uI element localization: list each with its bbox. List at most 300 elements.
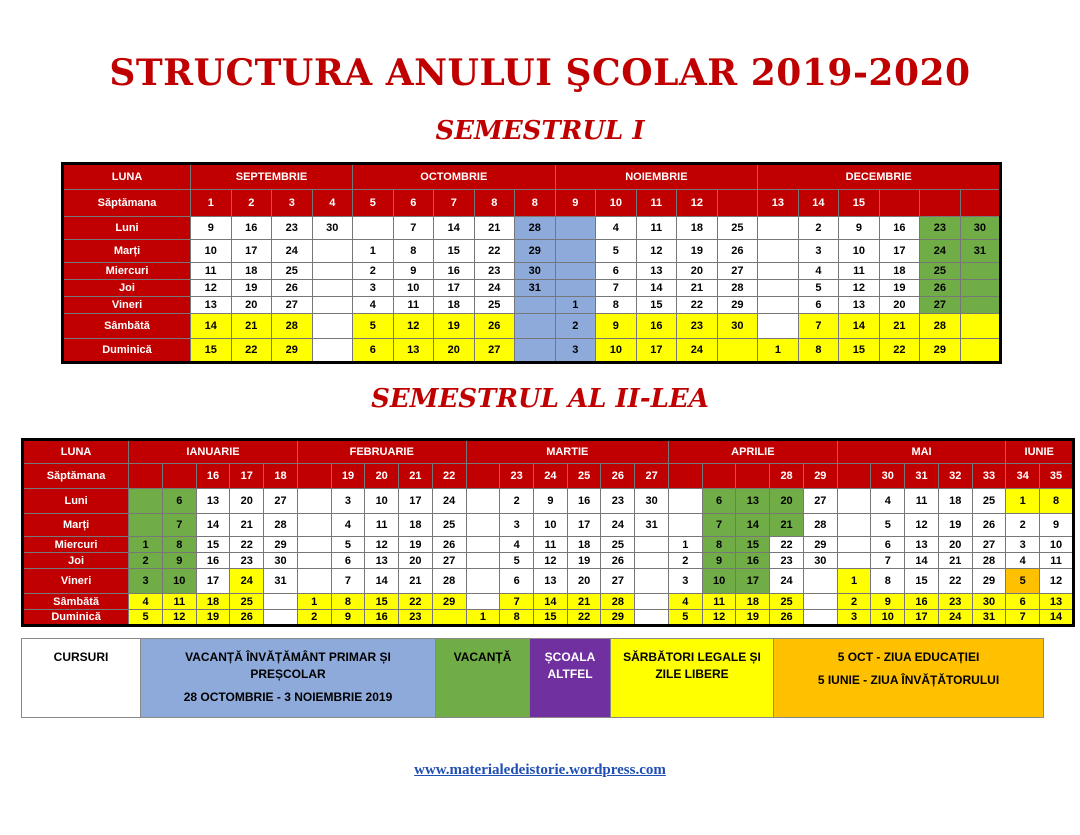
day-cell: 13	[534, 569, 568, 594]
day-cell: 13	[1040, 594, 1074, 610]
day-cell: 10	[393, 280, 434, 297]
week-number: 24	[534, 464, 568, 489]
week-number: 3	[272, 190, 313, 217]
day-cell	[264, 610, 298, 626]
day-cell: 5	[353, 314, 394, 339]
day-cell: 13	[736, 489, 770, 514]
day-cell: 9	[162, 553, 196, 569]
day-cell: 3	[129, 569, 163, 594]
week-number: 31	[905, 464, 939, 489]
day-cell: 2	[129, 553, 163, 569]
day-cell: 16	[879, 217, 920, 240]
month-header: DECEMBRIE	[758, 164, 1001, 190]
day-cell: 10	[839, 240, 880, 263]
day-cell: 19	[677, 240, 718, 263]
day-cell: 14	[534, 594, 568, 610]
day-cell	[803, 610, 837, 626]
week-number	[297, 464, 331, 489]
day-cell: 20	[938, 537, 972, 553]
day-cell: 20	[770, 489, 804, 514]
week-number: 8	[515, 190, 556, 217]
day-cell	[297, 537, 331, 553]
day-cell: 16	[434, 263, 475, 280]
day-cell: 29	[515, 240, 556, 263]
day-cell	[466, 569, 500, 594]
day-cell: 23	[601, 489, 635, 514]
day-cell: 24	[272, 240, 313, 263]
week-number: 35	[1040, 464, 1074, 489]
day-cell: 9	[191, 217, 232, 240]
day-cell: 14	[636, 280, 677, 297]
legend	[21, 638, 1044, 718]
day-cell: 19	[196, 610, 230, 626]
day-cell: 24	[677, 339, 718, 363]
day-cell	[312, 280, 353, 297]
week-number: 7	[434, 190, 475, 217]
day-cell: 4	[353, 297, 394, 314]
day-cell	[555, 280, 596, 297]
day-cell: 23	[938, 594, 972, 610]
day-cell	[312, 240, 353, 263]
day-cell: 29	[264, 537, 298, 553]
day-cell: 16	[365, 610, 399, 626]
day-cell	[758, 217, 799, 240]
day-cell: 11	[534, 537, 568, 553]
day-cell: 28	[972, 553, 1006, 569]
day-cell: 4	[798, 263, 839, 280]
day-cell: 27	[803, 489, 837, 514]
day-cell: 11	[636, 217, 677, 240]
day-cell: 26	[601, 553, 635, 569]
day-cell	[635, 537, 669, 553]
month-header: IUNIE	[1006, 440, 1074, 464]
week-number: 30	[871, 464, 905, 489]
legend-primary-vacation	[141, 639, 436, 718]
legend-primary-vacation-dates: 28 OCTOMBRIE - 3 NOIEMBRIE 2019	[183, 690, 393, 704]
legend-scoala-altfel	[530, 639, 611, 718]
day-cell: 14	[365, 569, 399, 594]
week-number: 34	[1006, 464, 1040, 489]
day-cell: 19	[567, 553, 601, 569]
day-cell: 14	[1040, 610, 1074, 626]
week-number: 20	[365, 464, 399, 489]
day-cell: 25	[972, 489, 1006, 514]
day-cell	[297, 553, 331, 569]
week-number: 11	[636, 190, 677, 217]
day-cell: 27	[264, 489, 298, 514]
day-cell: 25	[717, 217, 758, 240]
day-cell: 16	[736, 553, 770, 569]
day-cell: 24	[920, 240, 961, 263]
week-number: 21	[399, 464, 433, 489]
day-cell: 6	[596, 263, 637, 280]
footer-link[interactable]: www.materialedeistorie.wordpress.com	[414, 762, 666, 778]
day-cell	[758, 297, 799, 314]
day-label: Duminică	[63, 339, 191, 363]
day-cell: 7	[500, 594, 534, 610]
day-label: Vineri	[63, 297, 191, 314]
day-cell: 26	[272, 280, 313, 297]
day-cell: 25	[272, 263, 313, 280]
day-cell: 3	[837, 610, 871, 626]
day-cell	[717, 339, 758, 363]
month-header: OCTOMBRIE	[353, 164, 556, 190]
day-cell: 7	[393, 217, 434, 240]
day-cell	[669, 489, 703, 514]
day-cell: 19	[231, 280, 272, 297]
day-cell: 31	[515, 280, 556, 297]
day-cell: 2	[297, 610, 331, 626]
day-cell: 12	[191, 280, 232, 297]
day-cell: 15	[434, 240, 475, 263]
day-cell: 12	[393, 314, 434, 339]
day-cell	[312, 314, 353, 339]
day-cell: 3	[555, 339, 596, 363]
day-label: Vineri	[23, 569, 129, 594]
day-cell: 16	[567, 489, 601, 514]
week-number	[129, 464, 163, 489]
day-cell: 2	[353, 263, 394, 280]
day-cell: 30	[515, 263, 556, 280]
day-cell: 12	[162, 610, 196, 626]
legend-holidays	[611, 639, 774, 718]
day-cell	[758, 280, 799, 297]
week-number: 12	[677, 190, 718, 217]
day-cell: 15	[534, 610, 568, 626]
day-cell: 25	[601, 537, 635, 553]
day-cell: 27	[717, 263, 758, 280]
day-cell	[129, 514, 163, 537]
day-cell: 21	[231, 314, 272, 339]
day-cell	[837, 553, 871, 569]
day-cell: 8	[331, 594, 365, 610]
day-cell	[960, 314, 1001, 339]
week-number: 18	[264, 464, 298, 489]
day-cell: 23	[474, 263, 515, 280]
day-cell: 20	[230, 489, 264, 514]
day-cell: 14	[191, 314, 232, 339]
month-header: MARTIE	[466, 440, 668, 464]
day-cell: 31	[972, 610, 1006, 626]
day-cell: 14	[196, 514, 230, 537]
day-cell: 15	[365, 594, 399, 610]
day-cell: 14	[839, 314, 880, 339]
week-number: 13	[758, 190, 799, 217]
day-cell	[803, 569, 837, 594]
day-cell	[515, 297, 556, 314]
day-cell: 12	[702, 610, 736, 626]
day-cell	[635, 569, 669, 594]
day-cell: 18	[736, 594, 770, 610]
week-number	[920, 190, 961, 217]
day-cell: 7	[162, 514, 196, 537]
day-cell	[312, 339, 353, 363]
day-cell: 20	[879, 297, 920, 314]
day-cell: 17	[434, 280, 475, 297]
day-cell: 22	[399, 594, 433, 610]
day-cell: 31	[635, 514, 669, 537]
day-label: Marți	[63, 240, 191, 263]
day-cell: 7	[331, 569, 365, 594]
day-cell: 10	[1040, 537, 1074, 553]
day-cell: 29	[432, 594, 466, 610]
day-cell: 23	[770, 553, 804, 569]
week-number: 28	[770, 464, 804, 489]
day-cell: 1	[353, 240, 394, 263]
day-label: Joi	[23, 553, 129, 569]
day-cell: 28	[264, 514, 298, 537]
legend-vacation-label: VACANȚĂ	[453, 650, 512, 664]
day-cell: 21	[567, 594, 601, 610]
week-number: 16	[196, 464, 230, 489]
day-cell: 30	[960, 217, 1001, 240]
day-cell: 24	[601, 514, 635, 537]
day-cell: 21	[474, 217, 515, 240]
day-cell: 17	[231, 240, 272, 263]
day-cell: 6	[500, 569, 534, 594]
day-cell: 3	[500, 514, 534, 537]
day-cell: 26	[717, 240, 758, 263]
day-cell: 1	[297, 594, 331, 610]
day-cell	[758, 240, 799, 263]
semester-1-title: SEMESTRUL I	[435, 116, 645, 146]
day-cell: 18	[938, 489, 972, 514]
week-label: Săptămana	[63, 190, 191, 217]
day-cell: 20	[231, 297, 272, 314]
day-cell: 20	[434, 339, 475, 363]
semester-1-calendar	[61, 162, 1002, 364]
legend-vacation	[436, 639, 530, 718]
day-cell: 22	[567, 610, 601, 626]
day-cell: 2	[837, 594, 871, 610]
week-number: 5	[353, 190, 394, 217]
day-cell: 29	[717, 297, 758, 314]
day-cell: 20	[399, 553, 433, 569]
day-cell: 29	[920, 339, 961, 363]
day-cell: 1	[1006, 489, 1040, 514]
luna-header: LUNA	[23, 440, 129, 464]
day-cell	[960, 280, 1001, 297]
day-cell: 7	[596, 280, 637, 297]
week-number	[466, 464, 500, 489]
day-cell: 13	[393, 339, 434, 363]
day-cell: 16	[196, 553, 230, 569]
day-cell: 21	[399, 569, 433, 594]
day-cell: 9	[534, 489, 568, 514]
day-cell: 2	[555, 314, 596, 339]
day-cell	[466, 553, 500, 569]
day-cell: 7	[1006, 610, 1040, 626]
day-cell: 18	[677, 217, 718, 240]
day-cell: 30	[972, 594, 1006, 610]
day-cell: 12	[839, 280, 880, 297]
legend-special-days	[774, 639, 1044, 718]
day-cell: 18	[879, 263, 920, 280]
day-cell: 11	[702, 594, 736, 610]
day-cell: 8	[500, 610, 534, 626]
day-cell: 6	[353, 339, 394, 363]
day-cell	[555, 217, 596, 240]
day-cell: 14	[736, 514, 770, 537]
day-cell: 27	[601, 569, 635, 594]
day-cell	[635, 610, 669, 626]
day-cell: 17	[196, 569, 230, 594]
day-cell	[312, 263, 353, 280]
week-number	[960, 190, 1001, 217]
day-cell: 12	[636, 240, 677, 263]
day-cell	[960, 263, 1001, 280]
day-cell: 12	[905, 514, 939, 537]
day-cell: 25	[920, 263, 961, 280]
day-cell: 15	[839, 339, 880, 363]
day-cell: 16	[231, 217, 272, 240]
day-cell: 15	[196, 537, 230, 553]
day-cell: 9	[702, 553, 736, 569]
day-cell: 4	[331, 514, 365, 537]
day-cell	[635, 553, 669, 569]
day-cell: 19	[434, 314, 475, 339]
day-cell: 31	[960, 240, 1001, 263]
day-cell: 15	[191, 339, 232, 363]
day-cell: 3	[1006, 537, 1040, 553]
day-cell: 11	[365, 514, 399, 537]
week-number: 14	[798, 190, 839, 217]
month-header: APRILIE	[669, 440, 838, 464]
day-cell: 17	[636, 339, 677, 363]
day-cell: 20	[677, 263, 718, 280]
day-cell: 15	[905, 569, 939, 594]
day-cell: 10	[596, 339, 637, 363]
day-cell: 10	[162, 569, 196, 594]
day-cell: 26	[474, 314, 515, 339]
day-cell	[353, 217, 394, 240]
day-cell: 26	[972, 514, 1006, 537]
day-cell: 11	[905, 489, 939, 514]
day-cell: 3	[669, 569, 703, 594]
day-cell: 21	[677, 280, 718, 297]
day-cell	[837, 489, 871, 514]
legend-teacher-day: 5 IUNIE - ZIUA ÎNVĂȚĂTORULUI	[817, 673, 1000, 687]
page-title: STRUCTURA ANULUI ŞCOLAR 2019-2020	[109, 52, 971, 94]
day-cell	[297, 514, 331, 537]
legend-courses	[22, 639, 141, 718]
day-cell: 4	[500, 537, 534, 553]
day-cell: 7	[702, 514, 736, 537]
day-cell: 22	[231, 339, 272, 363]
day-cell: 4	[871, 489, 905, 514]
day-cell: 21	[230, 514, 264, 537]
day-cell	[432, 610, 466, 626]
day-cell: 28	[803, 514, 837, 537]
day-cell: 7	[871, 553, 905, 569]
day-cell: 31	[264, 569, 298, 594]
day-cell: 11	[1040, 553, 1074, 569]
day-cell: 11	[162, 594, 196, 610]
day-cell: 6	[871, 537, 905, 553]
day-cell: 28	[601, 594, 635, 610]
day-cell: 4	[1006, 553, 1040, 569]
week-number	[702, 464, 736, 489]
day-cell: 5	[596, 240, 637, 263]
week-number: 23	[500, 464, 534, 489]
day-cell: 18	[567, 537, 601, 553]
day-cell: 17	[879, 240, 920, 263]
day-cell: 2	[669, 553, 703, 569]
day-cell: 29	[601, 610, 635, 626]
day-label: Luni	[63, 217, 191, 240]
week-number: 17	[230, 464, 264, 489]
day-cell: 18	[399, 514, 433, 537]
day-cell: 5	[500, 553, 534, 569]
day-cell: 20	[567, 569, 601, 594]
month-header: MAI	[837, 440, 1006, 464]
day-cell: 1	[837, 569, 871, 594]
day-cell: 30	[264, 553, 298, 569]
week-number: 33	[972, 464, 1006, 489]
day-cell	[129, 489, 163, 514]
day-cell: 17	[736, 569, 770, 594]
month-header: IANUARIE	[129, 440, 298, 464]
day-cell	[758, 263, 799, 280]
day-cell: 18	[231, 263, 272, 280]
legend-scoala-altfel-label: ȘCOALA ALTFEL	[544, 650, 596, 681]
day-cell	[555, 240, 596, 263]
week-number	[879, 190, 920, 217]
day-cell: 5	[669, 610, 703, 626]
day-cell	[264, 594, 298, 610]
day-cell: 26	[920, 280, 961, 297]
day-cell: 6	[702, 489, 736, 514]
week-number: 25	[567, 464, 601, 489]
day-cell: 24	[474, 280, 515, 297]
week-number: 19	[331, 464, 365, 489]
day-cell: 5	[1006, 569, 1040, 594]
day-cell: 3	[331, 489, 365, 514]
week-number: 22	[432, 464, 466, 489]
day-cell: 13	[636, 263, 677, 280]
day-cell: 11	[839, 263, 880, 280]
day-cell: 24	[770, 569, 804, 594]
day-cell: 9	[871, 594, 905, 610]
week-number: 27	[635, 464, 669, 489]
day-cell: 5	[129, 610, 163, 626]
day-cell: 3	[353, 280, 394, 297]
day-cell: 13	[365, 553, 399, 569]
day-label: Sâmbătă	[63, 314, 191, 339]
day-cell: 22	[879, 339, 920, 363]
day-cell: 27	[972, 537, 1006, 553]
day-cell: 5	[331, 537, 365, 553]
day-cell: 8	[162, 537, 196, 553]
day-cell: 11	[191, 263, 232, 280]
week-number: 6	[393, 190, 434, 217]
day-cell: 19	[938, 514, 972, 537]
day-cell: 3	[798, 240, 839, 263]
day-cell: 23	[920, 217, 961, 240]
week-number: 1	[191, 190, 232, 217]
day-cell: 23	[399, 610, 433, 626]
day-cell	[466, 514, 500, 537]
day-cell: 9	[839, 217, 880, 240]
day-cell: 29	[972, 569, 1006, 594]
day-cell: 17	[905, 610, 939, 626]
day-cell	[297, 569, 331, 594]
day-cell: 5	[871, 514, 905, 537]
day-cell: 24	[432, 489, 466, 514]
day-cell: 15	[636, 297, 677, 314]
day-cell: 21	[770, 514, 804, 537]
day-cell: 4	[669, 594, 703, 610]
